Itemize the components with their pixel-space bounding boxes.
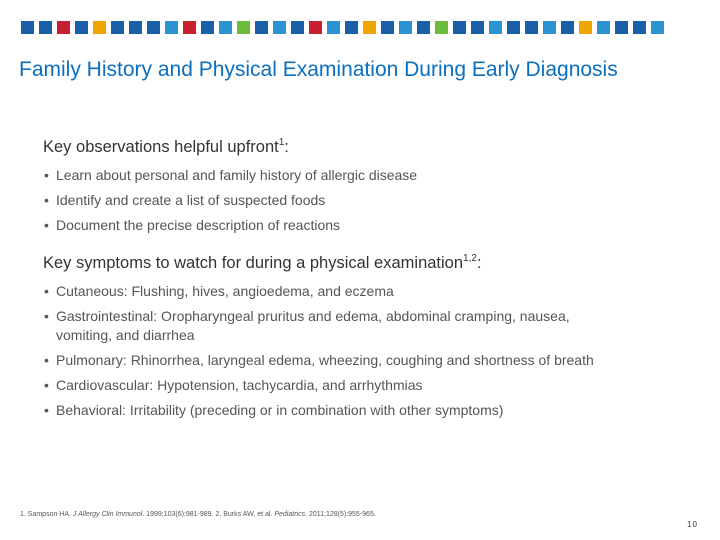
symptoms-list [44, 282, 604, 426]
decorative-square [399, 21, 412, 34]
bullet-icon: • [44, 377, 49, 393]
decorative-square [291, 21, 304, 34]
list-item-text: Learn about personal and family history of allergic disease [56, 167, 418, 183]
decorative-square [471, 21, 484, 34]
decorative-square [489, 21, 502, 34]
heading-text: Key observations helpful upfront [43, 138, 279, 156]
decorative-square [21, 21, 34, 34]
decorative-square [219, 21, 232, 34]
bullet-icon: • [44, 167, 49, 183]
footnote-journal: J Allergy Clin Immunol [72, 511, 143, 518]
decorative-square [129, 21, 142, 34]
list-item [44, 191, 417, 210]
decorative-square [165, 21, 178, 34]
decorative-square [237, 21, 250, 34]
footnote-journal: Pediatrics [274, 511, 306, 518]
decorative-square [111, 21, 124, 34]
observations-list [44, 166, 417, 241]
decorative-square [435, 21, 448, 34]
decorative-square [633, 21, 646, 34]
decorative-square [561, 21, 574, 34]
list-item-text: Gastrointestinal: Oropharyngeal pruritus and edema, abdominal cramping, nausea, vomiting, and diarrhea [56, 308, 570, 343]
list-item-text: Behavioral: Irritability (preceding or in combination with other symptoms) [56, 402, 504, 418]
section-heading-observations [43, 138, 289, 157]
decorative-square [39, 21, 52, 34]
decorative-square [57, 21, 70, 34]
list-item-text: Pulmonary: Rhinorrhea, laryngeal edema, wheezing, coughing and shortness of breath [56, 352, 594, 368]
decorative-square [345, 21, 358, 34]
decorative-square [543, 21, 556, 34]
decorative-square [327, 21, 340, 34]
footnote-text: 1. Sampson HA. [20, 511, 73, 518]
decorative-square [75, 21, 88, 34]
decorative-square [615, 21, 628, 34]
decorative-square [597, 21, 610, 34]
decorative-square [93, 21, 106, 34]
decorative-square [579, 21, 592, 34]
bullet-icon: • [44, 352, 49, 368]
bullet-icon: • [44, 217, 49, 233]
decorative-square [201, 21, 214, 34]
bullet-icon: • [44, 308, 49, 324]
decorative-square [417, 21, 430, 34]
heading-text: Key symptoms to watch for during a physical examination [43, 254, 464, 272]
list-item [44, 282, 604, 301]
footnote-text: . 2011;128(5):955-965. [305, 511, 376, 518]
citation-superscript: 1 [278, 137, 285, 148]
list-item [44, 166, 417, 185]
list-item [44, 216, 417, 235]
list-item-text: Identify and create a list of suspected foods [56, 192, 326, 208]
decorative-square [363, 21, 376, 34]
decorative-square [147, 21, 160, 34]
list-item [44, 351, 604, 370]
list-item-text: Cutaneous: Flushing, hives, angioedema, and eczema [56, 283, 394, 299]
decorative-square [381, 21, 394, 34]
page-number: 10 [687, 520, 698, 529]
decorative-square [651, 21, 664, 34]
heading-suffix: : [284, 138, 289, 156]
list-item [44, 401, 604, 420]
decorative-square [453, 21, 466, 34]
references-footnote [20, 511, 376, 518]
list-item-text: Cardiovascular: Hypotension, tachycardia, and arrhythmias [56, 377, 423, 393]
bullet-icon: • [44, 192, 49, 208]
decorative-square-strip [21, 21, 664, 34]
footnote-text: . 1999;103(6):981-989. 2. Burks AW, et al. [142, 511, 275, 518]
decorative-square [309, 21, 322, 34]
heading-suffix: : [476, 254, 482, 272]
decorative-square [183, 21, 196, 34]
bullet-icon: • [44, 402, 49, 418]
list-item [44, 307, 604, 345]
citation-superscript: 1,2 [463, 253, 477, 264]
list-item [44, 376, 604, 395]
bullet-icon: • [44, 283, 49, 299]
decorative-square [273, 21, 286, 34]
slide-title: Family History and Physical Examination During Early Diagnosis [19, 58, 618, 81]
decorative-square [525, 21, 538, 34]
list-item-text: Document the precise description of reactions [56, 217, 341, 233]
decorative-square [507, 21, 520, 34]
section-heading-symptoms [43, 254, 482, 273]
decorative-square [255, 21, 268, 34]
